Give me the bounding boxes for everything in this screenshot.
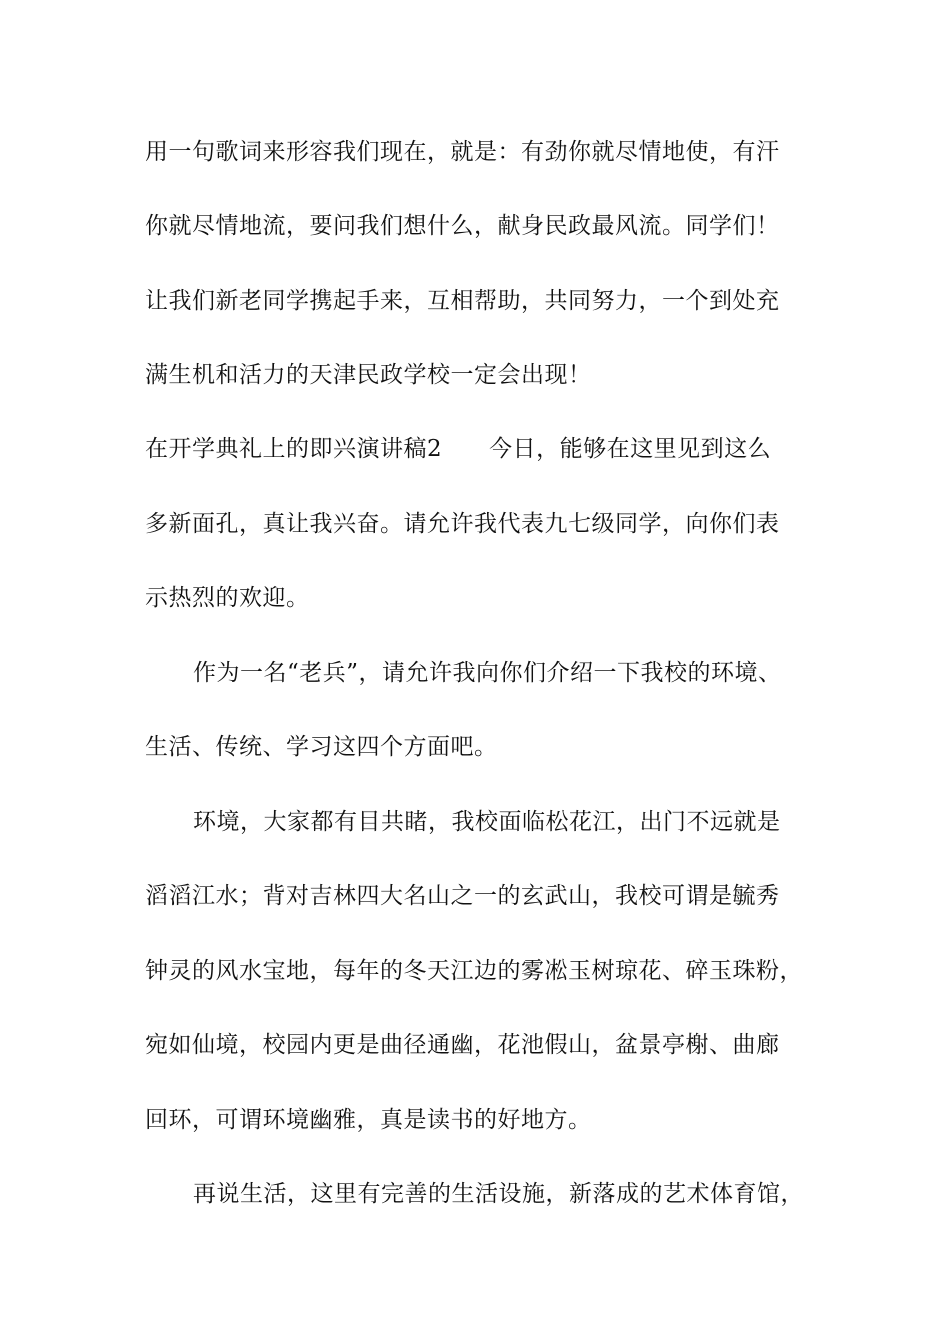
- section-heading-line: 在开学典礼上的即兴演讲稿2 今日，能够在这里见到这么: [145, 436, 772, 462]
- text-line-2: 你就尽情地流，要问我们想什么，献身民政最风流。同学们！: [145, 213, 780, 239]
- text-line-4: 满生机和活力的天津民政学校一定会出现！: [145, 362, 592, 388]
- text-line-3: 让我们新老同学携起手来，互相帮助，共同努力，一个到处充: [145, 288, 780, 314]
- text-line-1: 用一句歌词来形容我们现在，就是：有劲你就尽情地使，有汗: [145, 139, 780, 165]
- text-line-9: 生活、传统、学习这四个方面吧。: [145, 734, 498, 760]
- paragraph-start-line: 作为一名“老兵”，请允许我向你们介绍一下我校的环境、: [193, 660, 782, 686]
- text-line-6: 多新面孔，真让我兴奋。请允许我代表九七级同学，向你们表: [145, 511, 780, 537]
- text-line-14: 回环，可谓环境幽雅，真是读书的好地方。: [145, 1107, 592, 1133]
- paragraph-start-line: 再说生活，这里有完善的生活设施，新落成的艺术体育馆，: [193, 1181, 804, 1207]
- text-line-11: 滔滔江水；背对吉林四大名山之一的玄武山，我校可谓是毓秀: [145, 883, 780, 909]
- paragraph-start-line: 环境，大家都有目共睹，我校面临松花江，出门不远就是: [193, 809, 781, 835]
- text-line-7: 示热烈的欢迎。: [145, 585, 310, 611]
- text-line-12: 钟灵的风水宝地，每年的冬天江边的雾凇玉树琼花、碎玉珠粉，: [145, 958, 803, 984]
- text-line-13: 宛如仙境，校园内更是曲径通幽，花池假山，盆景亭榭、曲廊: [145, 1032, 780, 1058]
